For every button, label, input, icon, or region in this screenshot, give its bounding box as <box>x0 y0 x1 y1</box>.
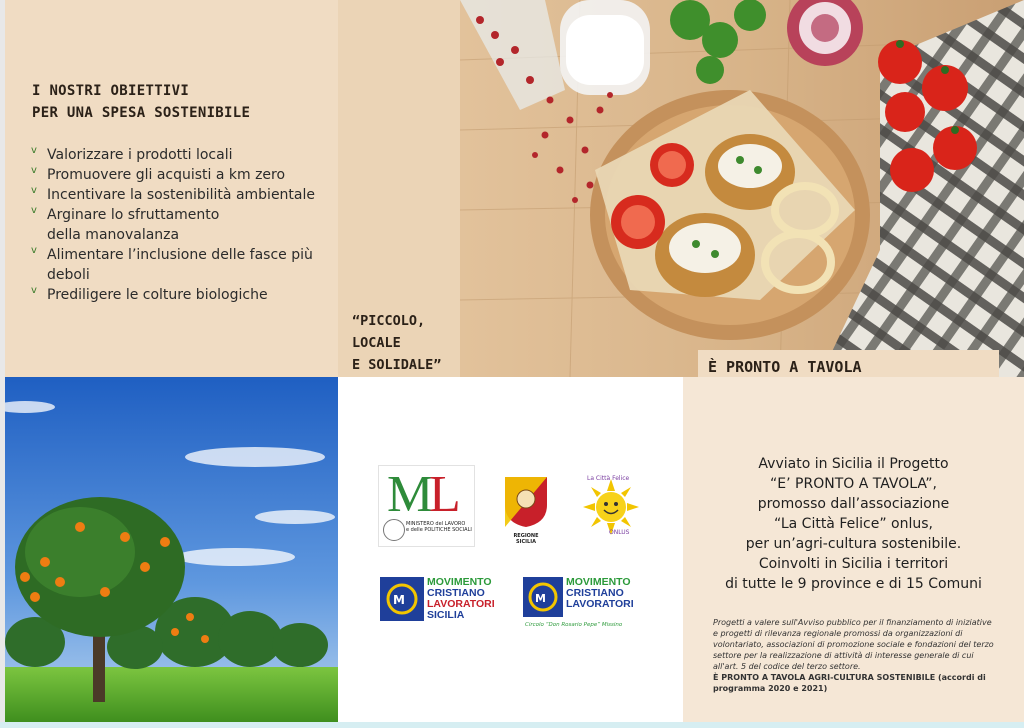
smiling-sun-icon <box>581 477 641 537</box>
svg-text:M: M <box>387 466 434 516</box>
orange-tree-photo-image <box>5 377 338 722</box>
objectives-panel <box>5 0 338 377</box>
list-item: v Promuovere gli acquisti a km zero <box>31 165 331 185</box>
check-mark-icon: v <box>31 205 37 216</box>
check-mark-icon: v <box>31 245 37 256</box>
citta-felice-logo: La Città Felice ONLUS <box>581 477 641 537</box>
funding-note: Progetti a valere sull'Avviso pubblico per il finanziamento di iniziative e progetti di rilevanza regionale promossi da organizzazioni di volontariato, associazioni di promozione sociale e fondazioni del terzo settore per la realizzazione di attività di interesse generale di cui all'art. 5 del codice del terzo settore. È PRONTO A TAVOLA AGRI-CULTURA SOSTENIBILE (accordi di programma 2020 e 2021) <box>713 618 994 693</box>
svg-text:M: M <box>535 592 546 605</box>
mcl-emblem-icon <box>380 577 424 621</box>
objectives-heading-line1: I NOSTRI OBIETTIVI <box>32 83 190 99</box>
objectives-heading <box>32 80 250 124</box>
list-item: v Alimentare l’inclusione delle fasce più deboli <box>31 245 317 285</box>
trinacria-shield-icon <box>503 475 549 529</box>
ml-monogram-icon <box>379 466 474 516</box>
mcl-circolo-logo: M MOVIMENTO CRISTIANO LAVORATORI Circolo “Don Rosario Pepe” Missino <box>525 576 634 628</box>
italian-emblem-icon <box>383 519 405 541</box>
project-title: È PRONTO A TAVOLA <box>708 358 862 376</box>
ministero-logo: M L MINISTERO del LAVORO e delle POLITICHE SOCIALI <box>378 465 475 547</box>
check-mark-icon: v <box>31 285 37 296</box>
list-item: v Valorizzare i prodotti locali <box>31 145 331 165</box>
mcl-sicilia-logo: M MOVIMENTO CRISTIANO LAVORATORI SICILIA <box>380 575 502 625</box>
food-photo-image <box>460 0 1024 377</box>
list-item: v Prediligere le colture biologiche <box>31 285 331 305</box>
logos-panel <box>338 377 683 722</box>
list-item: v Incentivare la sostenibilità ambientale <box>31 185 331 205</box>
slogan-panel <box>338 0 460 377</box>
check-mark-icon: v <box>31 185 37 196</box>
announcement-panel <box>683 377 1024 722</box>
objectives-list <box>31 145 331 305</box>
list-item: v Arginare lo sfruttamento della manovalanza <box>31 205 247 245</box>
svg-text:M: M <box>393 593 405 607</box>
objectives-heading-line2: PER UNA SPESA SOSTENIBILE <box>32 105 251 121</box>
mcl-emblem-icon <box>523 577 563 617</box>
regione-sicilia-logo: REGIONE SICILIA <box>503 475 553 545</box>
slogan-text: “PICCOLO, LOCALE E SOLIDALE” <box>352 313 442 373</box>
check-mark-icon: v <box>31 165 37 176</box>
announcement-text: Avviato in Sicilia il Progetto “E’ PRONTO A TAVOLA”, promosso dall’associazione “La Città Felice” onlus, per un’agri-cultura sostenibile. Coinvolti in Sicilia i territori di tutte le 9 province e di 15 Comuni <box>725 456 982 592</box>
bottom-strip <box>0 722 1024 728</box>
svg-text:L: L <box>429 466 461 516</box>
check-mark-icon: v <box>31 145 37 156</box>
